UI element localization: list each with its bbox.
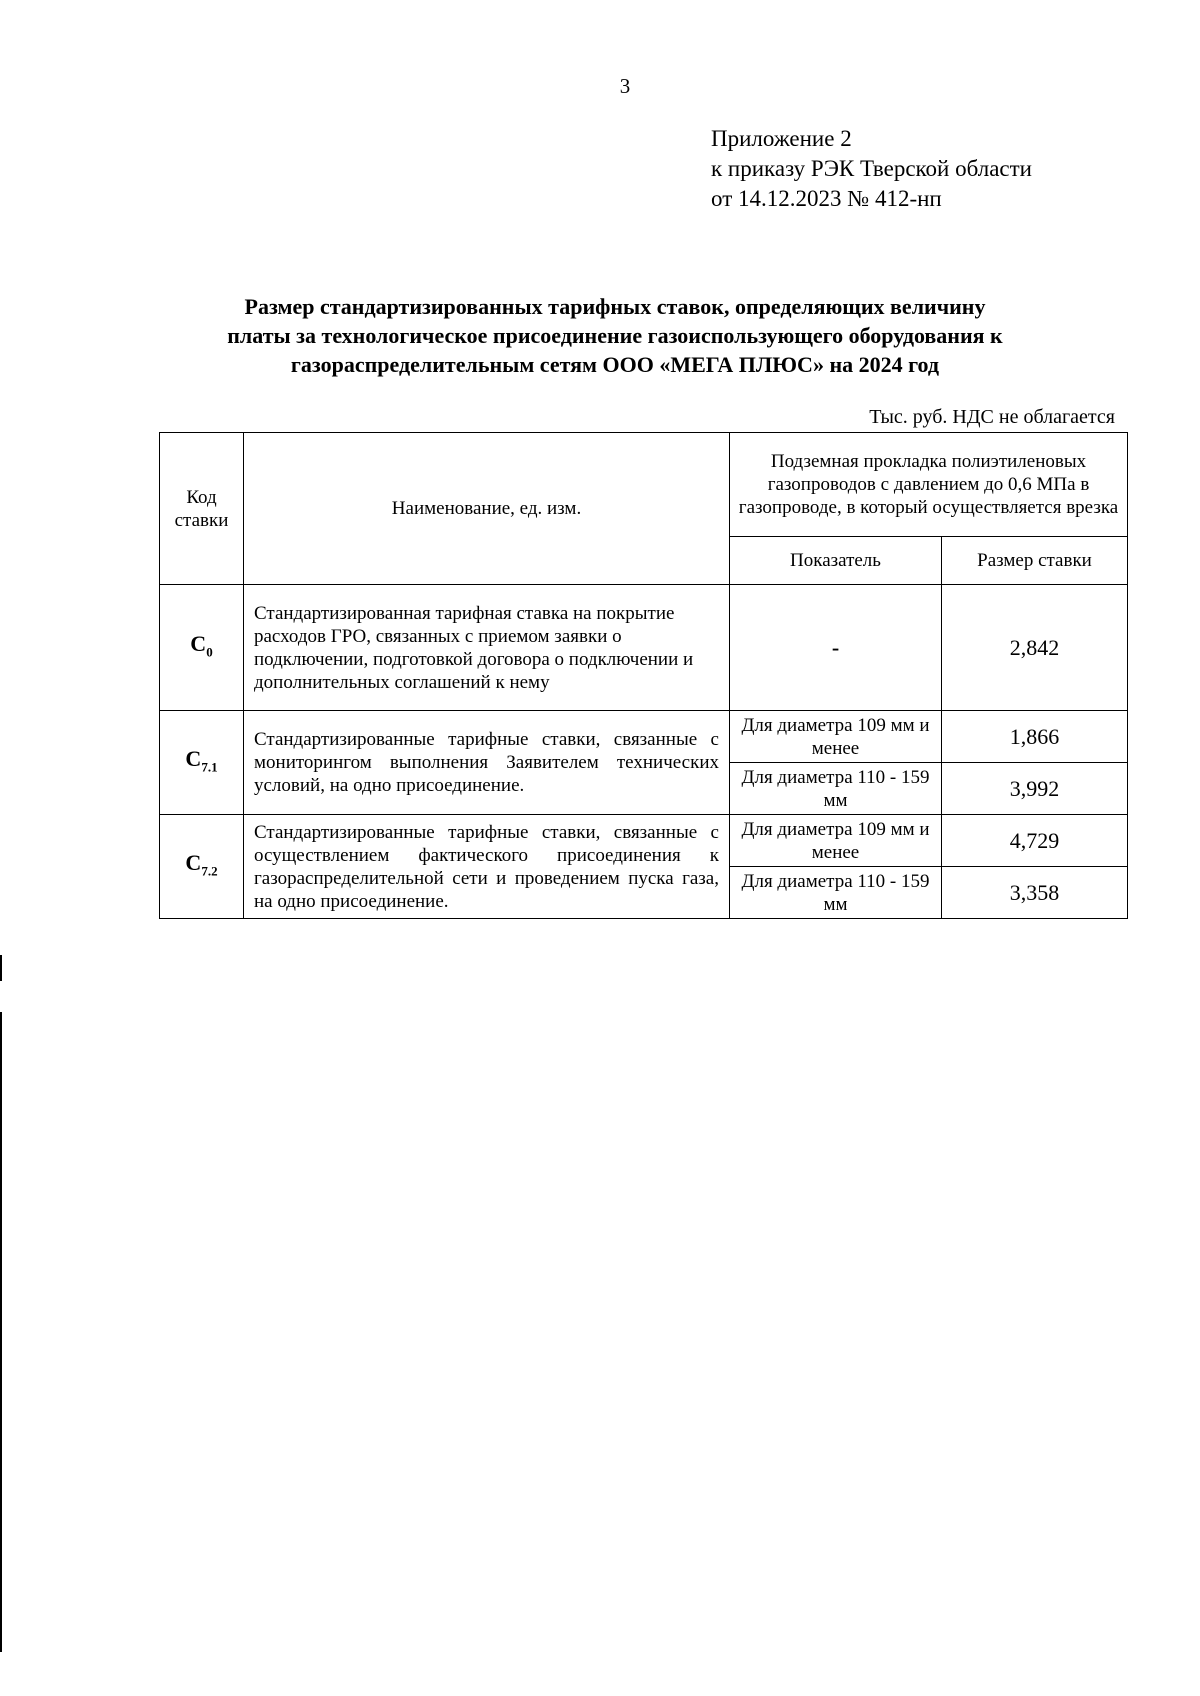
rate-indicator: Для диаметра 110 - 159 мм <box>730 763 942 815</box>
rate-indicator: - <box>730 585 942 711</box>
rate-indicator: Для диаметра 110 - 159 мм <box>730 867 942 919</box>
scan-edge-mark <box>0 1012 2 1652</box>
header-name: Наименование, ед. изм. <box>244 433 730 585</box>
table-row <box>160 711 1128 763</box>
rate-indicator: Для диаметра 109 мм и менее <box>730 815 942 867</box>
title-line: Размер стандартизированных тарифных ставок, определяющих величину <box>244 294 986 319</box>
header-row <box>160 433 1128 537</box>
code-letter: С <box>190 630 207 656</box>
rate-value: 2,842 <box>942 585 1128 711</box>
code-letter: С <box>185 745 202 771</box>
rate-name: Стандартизированная тарифная ставка на покрытие расходов ГРО, связанных с приемом заявки о подключении, подготовкой договора о подключении и дополнительных соглашений к нему <box>244 585 730 711</box>
appendix-line: к приказу РЭК Тверской области <box>711 156 1032 181</box>
code-letter: С <box>185 849 202 875</box>
code-subscript: 7.1 <box>201 759 218 775</box>
header-group: Подземная прокладка полиэтиленовых газопроводов с давлением до 0,6 МПа в газопроводе, в который осуществляется врезка <box>730 433 1128 537</box>
header-rate: Размер ставки <box>942 537 1128 585</box>
table-row <box>160 815 1128 867</box>
code-subscript: 7.2 <box>201 863 218 879</box>
scan-edge-mark <box>0 955 2 981</box>
code-subscript: 0 <box>206 644 213 660</box>
title-line: газораспределительным сетям ООО «МЕГА ПЛЮС» на 2024 год <box>290 352 940 377</box>
page-number: 3 <box>619 74 631 98</box>
unit-note: Тыс. руб. НДС не облагается <box>869 406 1115 428</box>
rate-name: Стандартизированные тарифные ставки, связанные с осуществлением фактического присоединения к газораспределительной сети и проведением пуска газа, на одно присоединение. <box>244 815 730 919</box>
rate-value: 3,992 <box>942 763 1128 815</box>
document-title <box>150 292 1080 379</box>
appendix-line: от 14.12.2023 № 412-нп <box>711 186 942 211</box>
rate-code <box>160 585 244 711</box>
appendix-block <box>711 124 1032 214</box>
tariff-table <box>159 432 1128 919</box>
title-line: платы за технологическое присоединение газоиспользующего оборудования к <box>227 323 1003 348</box>
rate-value: 4,729 <box>942 815 1128 867</box>
table-row <box>160 585 1128 711</box>
rate-value: 3,358 <box>942 867 1128 919</box>
rate-code <box>160 711 244 815</box>
rate-name: Стандартизированные тарифные ставки, связанные с мониторингом выполнения Заявителем технических условий, на одно присоединение. <box>244 711 730 815</box>
header-indicator: Показатель <box>730 537 942 585</box>
rate-value: 1,866 <box>942 711 1128 763</box>
rate-indicator: Для диаметра 109 мм и менее <box>730 711 942 763</box>
rate-code <box>160 815 244 919</box>
appendix-line: Приложение 2 <box>711 126 852 151</box>
header-code: Код ставки <box>160 433 244 585</box>
